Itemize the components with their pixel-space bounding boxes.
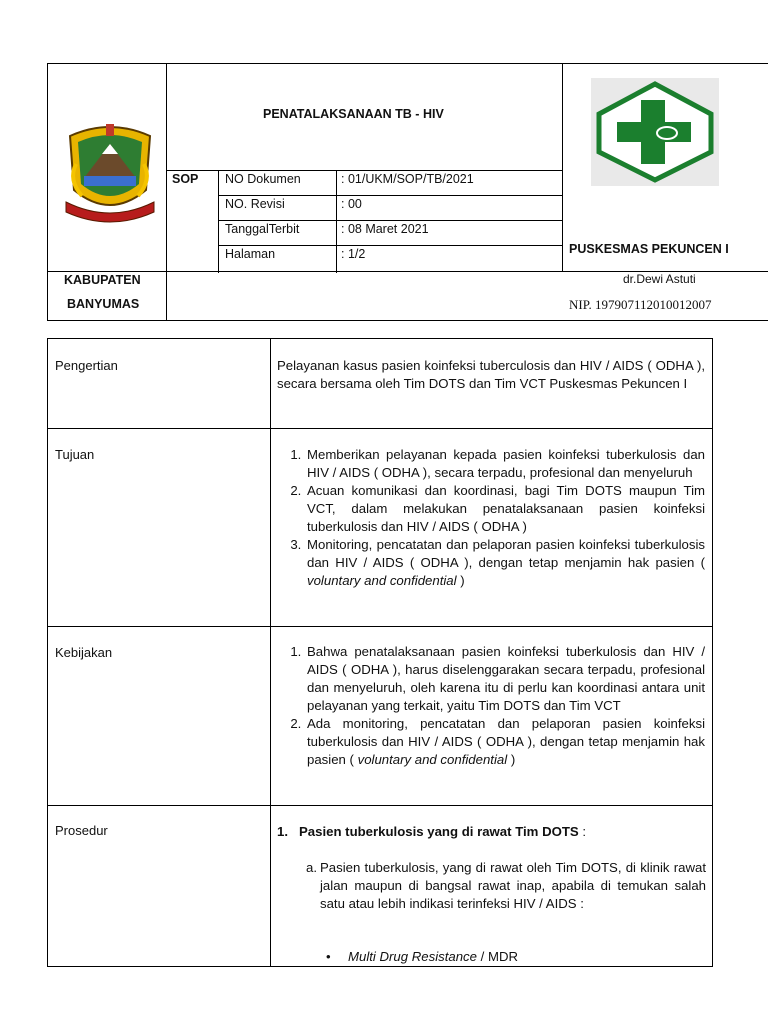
divider [218,220,562,221]
official-nip: NIP. 197907112010012007 [569,297,712,312]
section-label-prosedur: Prosedur [55,823,108,838]
regency-name-line1: KABUPATEN [64,273,141,287]
item-end: ) [510,752,516,767]
sub-a-marker: a. [306,860,317,875]
row-label: TanggalTerbit [225,222,300,236]
heading-text: Pasien tuberkulosis yang di rawat Tim DOTS [299,824,579,839]
divider [218,245,562,246]
regency-name-line2: BANYUMAS [67,297,140,311]
tujuan-list [277,446,705,590]
header-table [47,63,768,321]
prosedur-sub-a [306,859,706,913]
section-label-kebijakan: Kebijakan [55,645,113,660]
row-value: : 01/UKM/SOP/TB/2021 [341,172,474,186]
item-emphasis: voluntary and confidential [357,752,508,767]
section-label-tujuan: Tujuan [55,447,95,462]
divider [48,626,712,627]
item-text: Ada monitoring, pencatatan dan pelaporan pasien koinfeksi tuberkulosis dan HIV / AIDS ( ODHA ), dengan tetap menjamin hak pasien ( [307,716,705,767]
divider [166,170,562,171]
heading-number: 1. [277,824,288,839]
item-emphasis: voluntary and confidential [307,573,457,588]
list-item [326,948,518,966]
divider [166,64,167,321]
kebijakan-list [277,643,705,769]
divider [218,170,219,273]
bullet-icon: • [326,949,331,964]
list-item [305,715,705,769]
row-value: : 1/2 [341,247,366,261]
section-label-pengertian: Pengertian [55,358,118,373]
divider [48,805,712,806]
row-label: Halaman [225,247,276,261]
banyumas-emblem [62,120,158,228]
pengertian-text: Pelayanan kasus pasien koinfeksi tuberculosis dan HIV / AIDS ( ODHA ), secara bersama oleh Tim DOTS dan Tim VCT Puskesmas Pekuncen I [277,358,705,391]
divider [562,64,563,272]
item-end: ) [460,573,465,588]
prosedur-heading [277,823,705,841]
puskesmas-logo [591,78,719,186]
list-item [305,536,705,590]
sop-label: SOP [172,172,199,186]
list-item: 1. Bahwa penatalaksanaan pasien koinfeksi tuberkulosis dan HIV / AIDS ( ODHA ), harus diselenggarakan secara terpadu, profesional dan menyeluruh, oleh karena itu di perlu kan koordinasi antara unit pelayanan yang terkait, yaitu Tim DOTS dan Tim VCT [305,643,705,715]
row-value: : 08 Maret 2021 [341,222,429,236]
sop-content-table [47,338,713,967]
puskesmas-name: PUSKESMAS PEKUNCEN I [569,242,729,256]
bullet-emphasis: Multi Drug Resistance [348,949,477,964]
list-item: 2. Acuan komunikasi dan koordinasi, bagi Tim DOTS maupun Tim VCT, dalam melakukan penatalaksanaan pasien koinfeksi tuberkulosis dan HIV / AIDS ( ODHA ) [305,482,705,536]
bullet-text: / MDR [477,949,519,964]
divider [48,428,712,429]
list-item: 1. Memberikan pelayanan kepada pasien koinfeksi tuberkulosis dan HIV / AIDS ( ODHA ), secara terpadu, profesional dan menyeluruh [305,446,705,482]
row-value: : 00 [341,197,362,211]
document-title: PENATALAKSANAAN TB - HIV [263,107,444,121]
row-label: NO Dokumen [225,172,301,186]
heading-colon: : [578,824,587,839]
divider [336,170,337,273]
sub-a-text: Pasien tuberkulosis, yang di rawat oleh Tim DOTS, di klinik rawat jalan maupun di bangsal rawat inap, apabila di temukan salah satu atau lebih indikasi terinfeksi HIV / AIDS : [320,860,706,911]
divider [218,195,562,196]
divider [270,339,271,967]
item-text: Monitoring, pencatatan dan pelaporan pasien koinfeksi tuberkulosis dan HIV / AIDS ( ODHA ), dengan tetap menjamin hak pasien ( [307,537,705,570]
row-label: NO. Revisi [225,197,285,211]
official-name: dr.Dewi Astuti [623,272,696,286]
